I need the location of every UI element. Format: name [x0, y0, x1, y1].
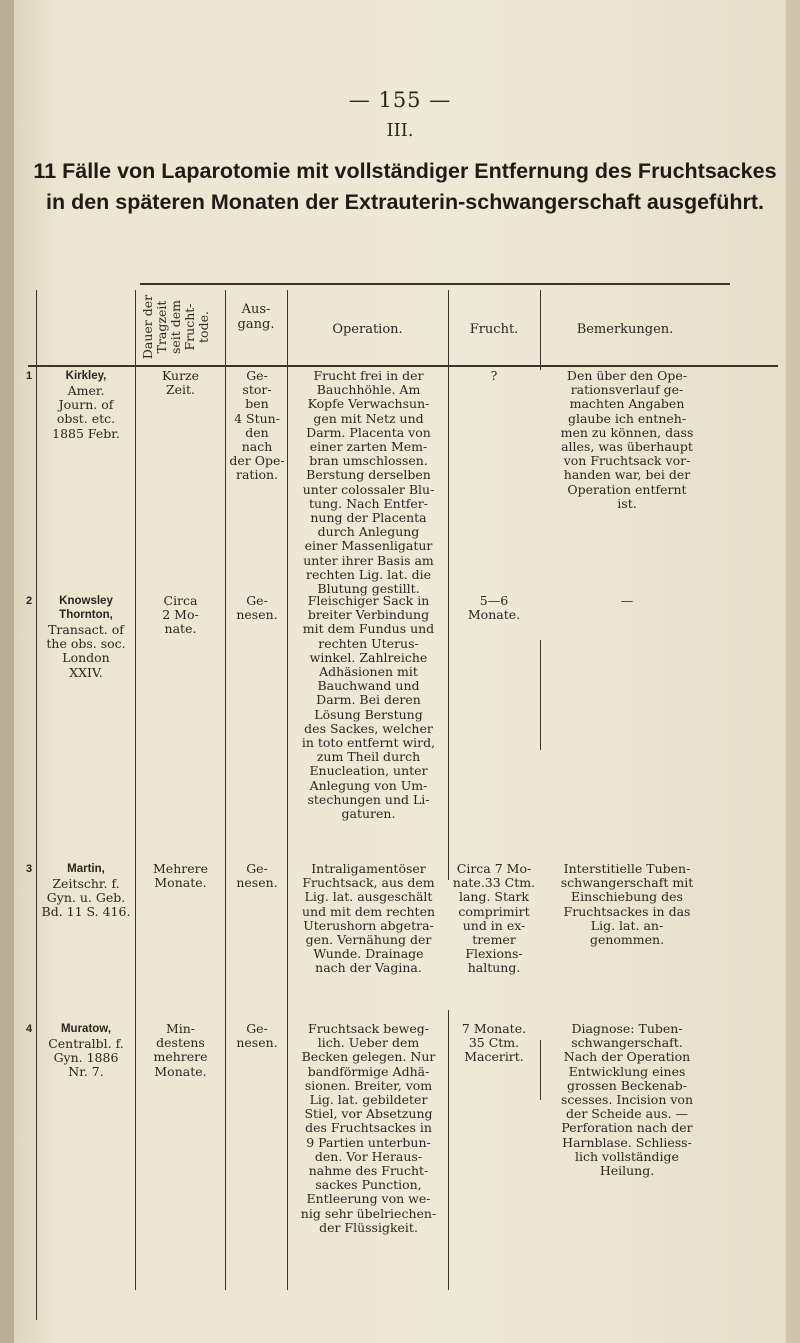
- case-fetus: 5—6 Monate.: [467, 593, 521, 623]
- case-fetus: Circa 7 Mo- nate.33 Ctm. lang. Stark comprimirt und in ex- tremer Flexions- haltung.: [452, 861, 536, 976]
- column-divider: [287, 290, 288, 1290]
- case-outcome: Ge- nesen.: [236, 861, 278, 891]
- case-author: Muratow,: [60, 1023, 112, 1035]
- case-duration: Min- destens mehrere Monate.: [153, 1021, 208, 1079]
- column-divider: [135, 290, 136, 1290]
- section-number: III.: [386, 120, 414, 141]
- case-number: 2: [26, 595, 33, 607]
- column-header-remarks: Bemerkungen.: [576, 322, 674, 337]
- case-remarks: —: [620, 593, 634, 608]
- column-divider: [225, 290, 226, 1290]
- case-duration: Kurze Zeit.: [161, 368, 200, 398]
- case-duration: Mehrere Monate.: [153, 861, 208, 891]
- page-number: — 155 —: [348, 88, 452, 112]
- case-remarks: Den über den Ope- rationsverlauf ge- machten Angaben glaube ich entneh- men zu können, dass alles, was überhaupt von Fruchtsack vor- handen war, bei der Operation entfernt ist.: [560, 368, 694, 511]
- table-header-rule: [28, 365, 778, 367]
- case-outcome: Ge- stor- ben 4 Stun- den nach der Ope- ration.: [229, 368, 285, 483]
- case-remarks: Interstitielle Tuben- schwangerschaft mit Einschiebung des Fruchtsackes in das Lig. lat. an- genommen.: [560, 861, 694, 948]
- case-remarks: Diagnose: Tuben- schwangerschaft. Nach der Operation Entwicklung eines grossen Beckenab- scesses. Incision von der Scheide aus. — Perforation nach der Harnblase. Schliess- lich vollständige Heilung.: [561, 1021, 693, 1179]
- table-top-rule: [140, 283, 730, 285]
- column-divider: [540, 290, 541, 370]
- case-source: Transact. of the obs. soc. London XXIV.: [46, 622, 126, 680]
- page-binding-edge: [0, 0, 14, 1343]
- case-fetus: 7 Monate. 35 Ctm. Macerirt.: [461, 1021, 527, 1065]
- case-number: 4: [26, 1023, 33, 1035]
- case-operation: Fruchtsack beweg- lich. Ueber dem Becken gelegen. Nur bandförmige Adhä- sionen. Breiter, vom Lig. lat. gebildeter Stiel, vor Absetzung des Fruchtsackes in 9 Partien unterbun- den. Vor Heraus- nahme des Frucht- sackes Punction, Entleerung von we- nig sehr übelriechen- der Flüssigkeit.: [300, 1021, 437, 1235]
- column-header-outcome: Aus-gang.: [237, 302, 275, 332]
- column-divider: [540, 1040, 541, 1100]
- column-header-duration: Dauer der Tragzeit seit dem Frucht-tode.: [140, 294, 211, 360]
- case-operation: Intraligamentöser Fruchtsack, aus dem Lig. lat. ausgeschält und mit dem rechten Uterushorn abgetra- gen. Vernähung der Wunde. Drainage nach der Vagina.: [301, 861, 436, 976]
- column-divider: [448, 1010, 449, 1290]
- case-outcome: Ge- nesen.: [236, 1021, 278, 1051]
- case-source: Centralbl. f. Gyn. 1886 Nr. 7.: [48, 1036, 124, 1080]
- case-duration: Circa 2 Mo- nate.: [162, 593, 199, 637]
- column-header-operation: Operation.: [332, 322, 403, 337]
- case-number: 1: [26, 370, 33, 382]
- column-divider: [448, 290, 449, 880]
- page-edge-shadow: [786, 0, 800, 1343]
- column-divider: [540, 640, 541, 750]
- case-author: Martin,: [67, 863, 105, 875]
- case-author: Knowsley Thornton,: [59, 595, 113, 622]
- table-heading: 11 Fälle von Laparotomie mit vollständiger Entfernung des Fruchtsackes in den späteren Monaten der Extrauterin-schwangerschaft ausgeführt.: [33, 159, 777, 214]
- case-source: Amer. Journ. of obst. etc. 1885 Febr.: [52, 383, 120, 441]
- case-number: 3: [26, 863, 33, 875]
- case-source: Zeitschr. f. Gyn. u. Geb. Bd. 11 S. 416.: [41, 876, 131, 920]
- case-operation: Fleischiger Sack in breiter Verbindung mit dem Fundus und rechten Uterus- winkel. Zahlreiche Adhäsionen mit Bauchwand und Darm. Bei deren Lösung Berstung des Sackes, welcher in toto entfernt wird, zum Theil durch Enucleation, unter Anlegung von Um- stechungen und Li- gaturen.: [301, 593, 436, 822]
- column-header-fetus: Frucht.: [469, 322, 519, 337]
- case-outcome: Ge- nesen.: [236, 593, 278, 623]
- case-fetus: ?: [490, 368, 498, 383]
- case-operation: Frucht frei in der Bauchhöhle. Am Kopfe Verwachsun- gen mit Netz und Darm. Placenta von einer zarten Mem- bran umschlossen. Berstung derselben unter colossaler Blu- tung. Nach Entfer- nung der Placenta durch Anlegung einer Massenligatur unter ihrer Basis am rechten Lig. lat. die Blutung gestillt.: [302, 368, 435, 597]
- case-author: Kirkley,: [65, 370, 107, 382]
- column-divider: [36, 290, 37, 1320]
